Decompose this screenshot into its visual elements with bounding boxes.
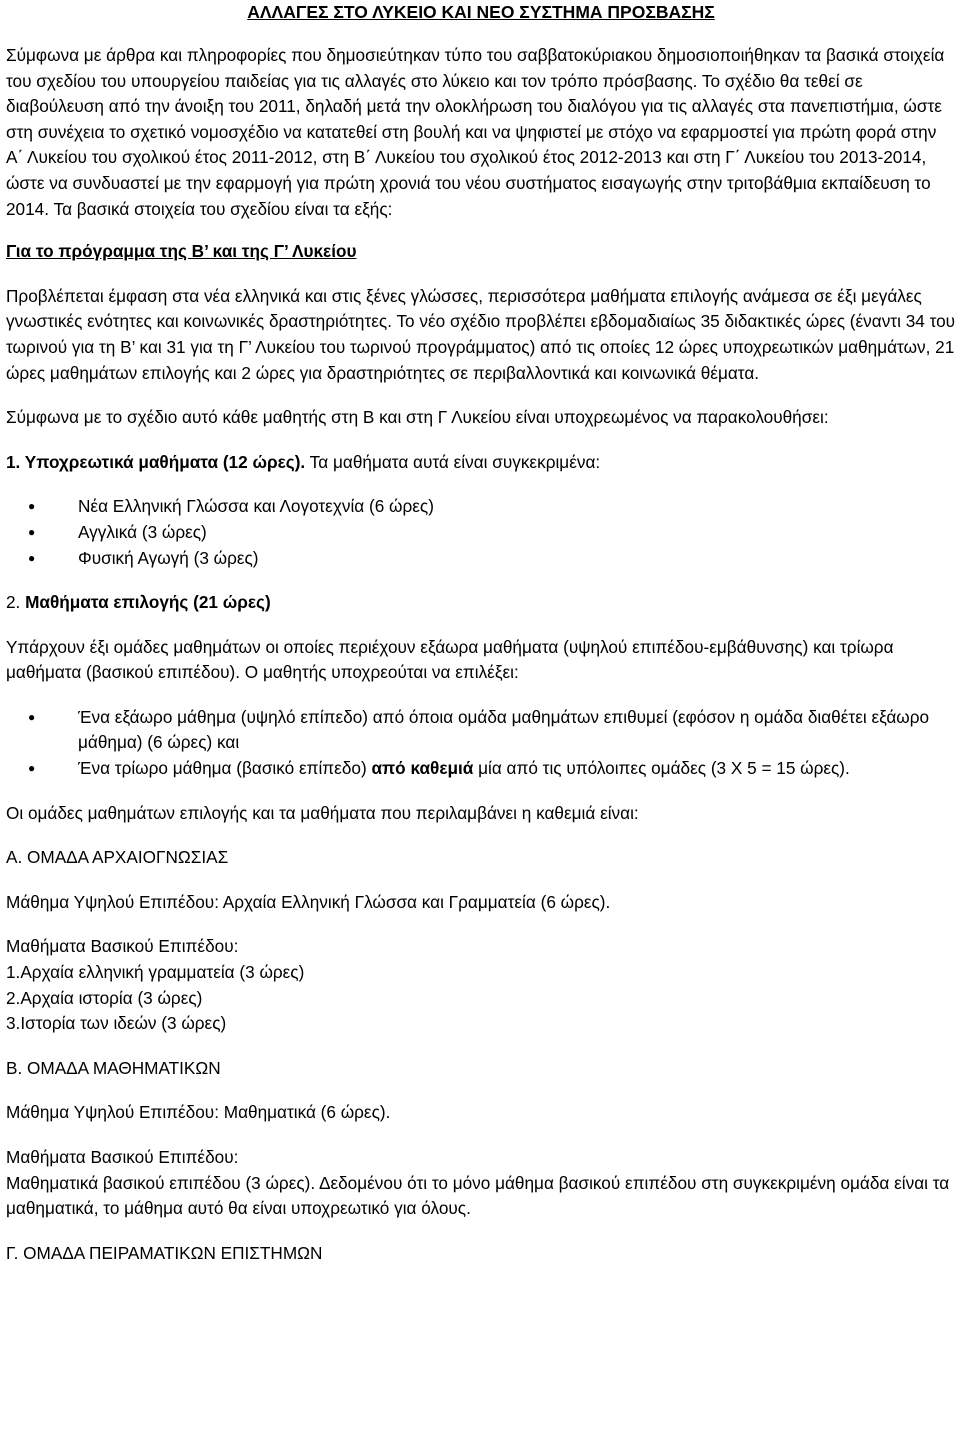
group-b-high-level: Μάθημα Υψηλού Επιπέδου: Μαθηματικά (6 ώρες).	[6, 1102, 391, 1123]
elective-heading-text: Μαθήματα επιλογής (21 ώρες)	[20, 592, 271, 613]
group-b-basic-text: Μαθηματικά βασικού επιπέδου (3 ώρες). Δεδομένου ότι το μόνο μάθημα βασικού επιπέδου στη συγκεκριμένη ομάδα είναι τα μαθηματικά, το μάθημα αυτό θα είναι υποχρεωτικό για όλους.	[6, 1172, 950, 1219]
group-c-title: Γ. ΟΜΑΔΑ ΠΕΙΡΑΜΑΤΙΚΩΝ ΕΠΙΣΤΗΜΩΝ	[6, 1242, 323, 1263]
group-b-basic-label: Μαθήματα Βασικού Επιπέδου:	[6, 1147, 239, 1167]
group-a-basic-item: 2.Αρχαία ιστορία (3 ώρες)	[6, 987, 203, 1008]
elective-heading	[6, 590, 956, 616]
group-a-high-level: Μάθημα Υψηλού Επιπέδου: Αρχαία Ελληνική Γλώσσα και Γραμματεία (6 ώρες).	[6, 891, 611, 912]
mandatory-heading	[6, 450, 956, 476]
item-text-end: μία από τις υπόλοιπες ομάδες (3 Χ 5 = 15 ώρες).	[473, 758, 850, 779]
document-title: ΑΛΛΑΓΕΣ ΣΤΟ ΛΥΚΕΙΟ ΚΑΙ ΝΕΟ ΣΥΣΤΗΜΑ ΠΡΟΣΒΑΣΗΣ	[247, 2, 715, 22]
elective-heading-number: 2.	[6, 592, 21, 613]
program-heading: Για το πρόγραμμα της Β’ και της Γ’ Λυκείου	[6, 241, 357, 262]
document-page	[6, 0, 956, 1266]
elective-paragraph: Υπάρχουν έξι ομάδες μαθημάτων οι οποίες περιέχουν εξάωρα μαθήματα (υψηλού επιπέδου-εμβάθυνσης) και τρίωρα μαθήματα (βασικού επιπέδου). Ο μαθητής υποχρεούται να επιλέξει:	[6, 636, 894, 683]
group-a-basic-item: 1.Αρχαία ελληνική γραμματεία (3 ώρες)	[6, 962, 305, 983]
list-item: ● Αγγλικά (3 ώρες)	[6, 520, 956, 546]
group-a-title: Α. ΟΜΑΔΑ ΑΡΧΑΙΟΓΝΩΣΙΑΣ	[6, 847, 229, 868]
program-paragraph: Προβλέπεται έμφαση στα νέα ελληνικά και στις ξένες γλώσσες, περισσότερα μαθήματα επιλογής ανάμεσα σε έξι μεγάλες γνωστικές ενότητες και κοινωνικές δραστηριότητες. Το νέο σχέδιο προβλέπει εβδομαδιαίως 35 διδακτικές ώρες (έναντι 34 του τωρινού για τη Β’ και 31 για τη Γ’ Λυκείου του τωρινού προγράμματος) από τις οποίες 12 ώρες υποχρεωτικών μαθημάτων, 21 ώρες μαθημάτων επιλογής και 2 ώρες για δραστηριότητες σε περιβαλλοντικά και κοινωνικά θέματα.	[6, 285, 956, 383]
list-item	[6, 756, 956, 782]
group-a-basic-item: 3.Ιστορία των ιδεών (3 ώρες)	[6, 1013, 227, 1034]
mandatory-heading-tail: Τα μαθήματα αυτά είναι συγκεκριμένα:	[305, 451, 601, 472]
item-emphasis: από καθεμιά	[371, 758, 474, 779]
list-item: ● Φυσική Αγωγή (3 ώρες)	[6, 546, 956, 572]
intro-paragraph: Σύμφωνα με άρθρα και πληροφορίες που δημοσιεύτηκαν τύπο του σαββατοκύριακου δημοσιοποιήθηκαν τα βασικά στοιχεία του σχεδίου του υπουργείου παιδείας για τις αλλαγές στο λύκειο και τον τρόπο πρόσβασης. Το σχέδιο θα τεθεί σε διαβούλευση από την άνοιξη του 2011, δηλαδή μετά την ολοκλήρωση του διαλόγου για τις αλλαγές στα πανεπιστήμια, ώστε στη συνέχεια το σχετικό νομοσχέδιο να κατατεθεί στη βουλή και να ψηφιστεί με στόχο να εφαρμοστεί για πρώτη φορά στην Α΄ Λυκείου του σχολικού έτος 2011-2012, στη Β΄ Λυκείου του σχολικού έτος 2012-2013 και στη Γ΄ Λυκείου του 2013-2014, ώστε να συνδυαστεί με την εφαρμογή για πρώτη χρονιά του νέου συστήματος εισαγωγής στην τριτοβάθμια εκπαίδευση το 2014. Τα βασικά στοιχεία του σχεδίου είναι τα εξής:	[6, 45, 945, 219]
item-text: Ένα τρίωρο μάθημα (βασικό επίπεδο)	[78, 758, 372, 779]
group-a-basic-label: Μαθήματα Βασικού Επιπέδου:	[6, 936, 239, 957]
groups-intro: Οι ομάδες μαθημάτων επιλογής και τα μαθήματα που περιλαμβάνει η καθεμιά είναι:	[6, 802, 639, 823]
list-item: ● Ένα εξάωρο μάθημα (υψηλό επίπεδο) από όποια ομάδα μαθημάτων επιθυμεί (εφόσον η ομάδα διαθέτει εξάωρο μάθημα) (6 ώρες) και	[6, 705, 956, 756]
group-b-title: Β. ΟΜΑΔΑ ΜΑΘΗΜΑΤΙΚΩΝ	[6, 1057, 221, 1078]
obligation-paragraph: Σύμφωνα με το σχέδιο αυτό κάθε μαθητής στη Β και στη Γ Λυκείου είναι υποχρεωμένος να παρακολουθήσει:	[6, 407, 829, 428]
mandatory-list	[6, 494, 956, 571]
list-item: ● Νέα Ελληνική Γλώσσα και Λογοτεχνία (6 ώρες)	[6, 494, 956, 520]
elective-list	[6, 705, 956, 782]
mandatory-heading-bold: 1. Υποχρεωτικά μαθήματα (12 ώρες).	[6, 451, 306, 472]
